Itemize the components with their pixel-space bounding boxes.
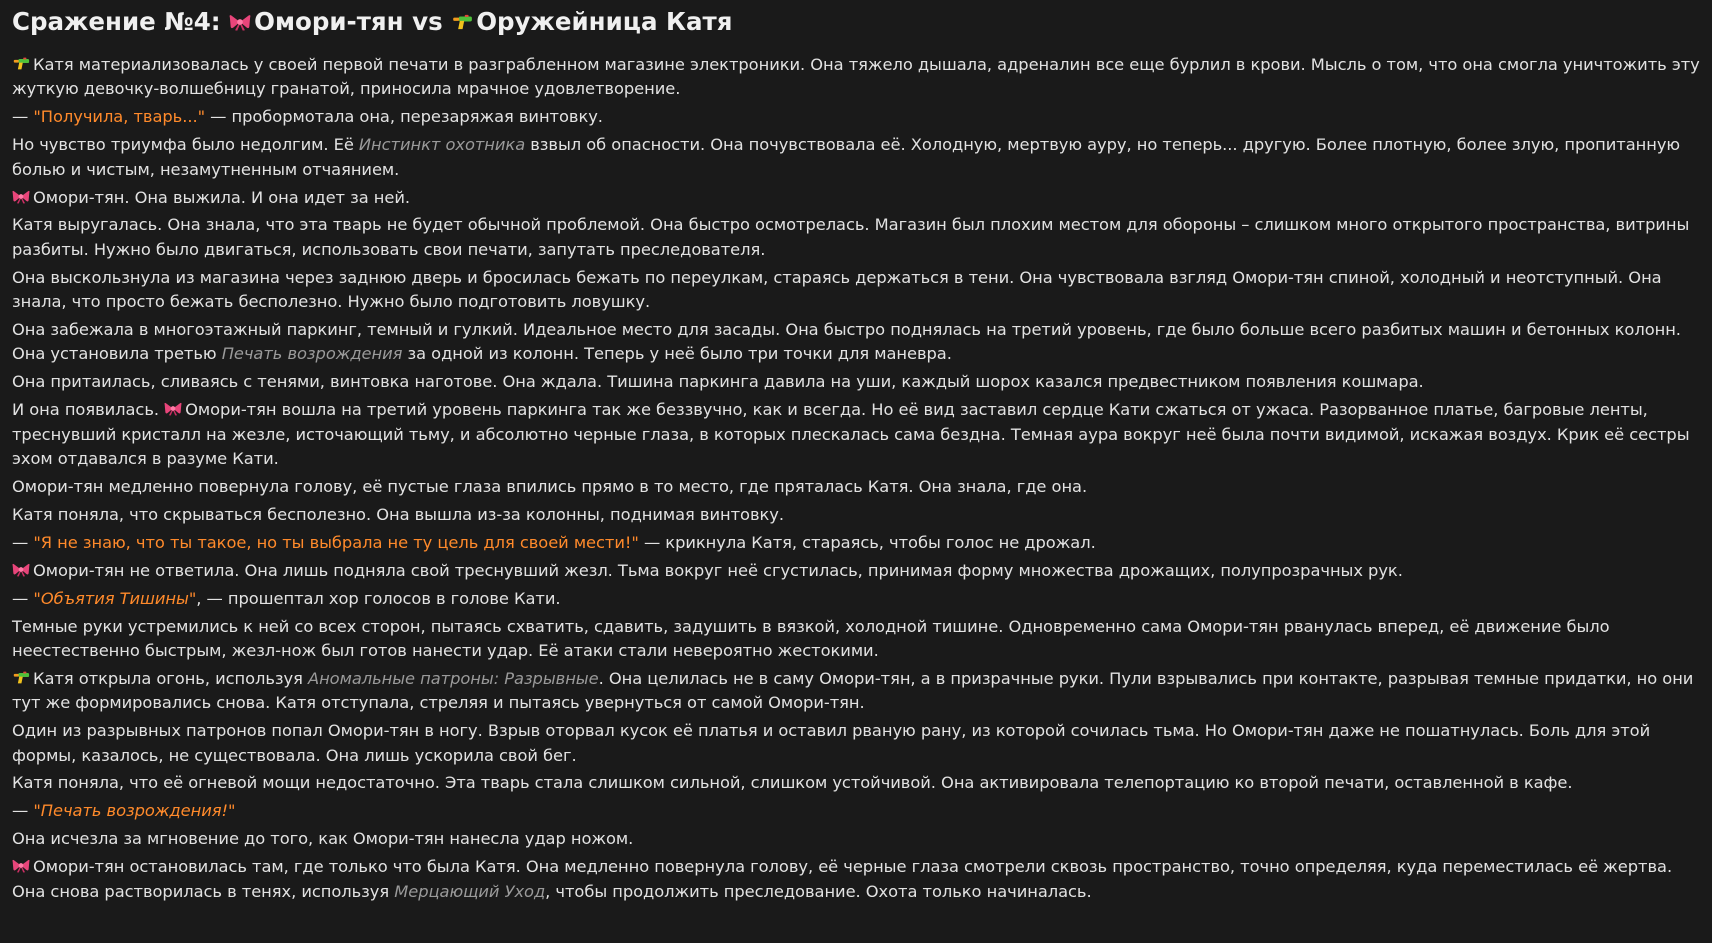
paragraph: Темные руки устремились к ней со всех сторон, пытаясь схватить, сдавить, задушить в вязкой, холодной тишине. Одновременно сама Омори-тян рванулась вперед, её движение было неестественно быстрым, жезл-нож был готов нанести удар. Её атаки стали невероятно жестокими. [12, 616, 1610, 660]
dialogue-quote: "Получила, тварь..." [33, 107, 206, 127]
paragraph: Катя выругалась. Она знала, что эта тварь не будет обычной проблемой. Она быстро осмотрелась. Магазин был плохим местом для обороны – слишком много открытого пространства, витрины разбиты. Нужно было двигаться, использовать свои печати, запутать преследователя. [12, 215, 1690, 259]
skill-name: Инстинкт охотника [358, 135, 526, 155]
skill-name: Печать возрождения [221, 344, 403, 364]
dash: — [12, 532, 34, 552]
paragraph-text: Но чувство триумфа было недолгим. Её [12, 135, 359, 155]
paragraph [12, 186, 1700, 210]
dialogue-quote: "Я не знаю, что ты такое, но ты выбрала не ту цель для своей мести!" [33, 532, 639, 552]
dialogue-quote: "Печать возрождения!" [33, 801, 236, 821]
title-omori-name: Омори-тян [254, 7, 404, 36]
skill-name: Аномальные патроны: Разрывные [308, 668, 599, 688]
skill-name: Мерцающий Уход [394, 881, 546, 901]
paragraph [12, 667, 1700, 716]
paragraph [12, 559, 1700, 583]
paragraph [12, 53, 1700, 102]
dash: — [12, 588, 34, 608]
title-vs: vs [403, 7, 452, 36]
paragraph-text: И она появилась. [12, 400, 165, 420]
paragraph-text: Катя открыла огонь, используя [33, 668, 308, 688]
paragraph: Она притаилась, сливаясь с тенями, винтовка наготове. Она ждала. Тишина паркинга давила на уши, каждый шорох казался предвестником появления кошмара. [12, 372, 1424, 392]
paragraph-text: Она забежала в многоэтажный паркинг, темный и гулкий. Идеальное место для засады. Она быстро поднялась на третий уровень, где было больше всего разбитых машин и бетонных колонн. Она установила третью [12, 320, 1681, 364]
paragraph [12, 105, 1700, 129]
paragraph [12, 398, 1700, 471]
paragraph-text: Омори-тян. Она выжила. И она идет за ней. [33, 187, 410, 207]
paragraph-text: Омори-тян остановилась там, где только что была Катя. Она медленно повернула голову, её черные глаза смотрели сквозь пространство, точно определяя, куда переместилась её жертва. Она снова растворилась в тенях, используя [12, 857, 1673, 901]
battle-title [12, 6, 1700, 38]
paragraph-text: — крикнула Катя, стараясь, чтобы голос не дрожал. [638, 532, 1096, 552]
paragraph [12, 855, 1700, 904]
paragraph-text: , — прошептал хор голосов в голове Кати. [196, 588, 561, 608]
quote-mark: " [188, 588, 197, 608]
paragraph [12, 799, 1700, 823]
title-prefix: Сражение №4: [12, 7, 230, 36]
paragraph [12, 531, 1700, 555]
title-katya-name: Оружейница Катя [476, 7, 733, 36]
paragraph: Омори-тян медленно повернула голову, её пустые глаза впились прямо в то место, где пряталась Катя. Она знала, где она. [12, 477, 1088, 496]
paragraph-text: . Она целилась не в саму Омори-тян, а в призрачные руки. Пули взрывались при контакте, разрывая темные придатки, но они тут же формировались снова. Катя отступала, стреляя и пытаясь увернуться от самой Омори-тян. [12, 668, 1694, 713]
pink-ribbon-icon [12, 562, 30, 577]
paragraph-text: — пробормотала она, перезаряжая винтовку. [205, 107, 603, 127]
pink-ribbon-icon [229, 13, 251, 31]
paragraph-text: Омори-тян вошла на третий уровень паркинга так же беззвучно, как и всегда. Но её вид заставил сердце Кати сжаться от ужаса. Разорванное платье, багровые ленты, треснувший кристалл на жезле, источающий тьму, и абсолютно черные глаза, в которых плескалась сама бездна. Темная аура вокруг неё была почти видимой, искажая воздух. Крик её сестры эхом отдавался в разуме Кати. [12, 400, 1690, 469]
paragraph-text: Катя материализовалась у своей первой печати в разграбленном магазине электроники. Она тяжело дышала, адреналин все еще бурлил в крови. Мысль о том, что она смогла уничтожить эту жуткую девочку-волшебницу гранатой, приносила мрачное удовлетворение. [12, 55, 1700, 99]
paragraph [12, 318, 1700, 367]
dash: — [12, 801, 34, 821]
pink-ribbon-icon [164, 401, 182, 416]
paragraph: Она выскользнула из магазина через заднюю дверь и бросилась бежать по переулкам, стараясь держаться в тени. Она чувствовала взгляд Омори-тян спиной, холодный и неотступный. Она знала, что просто бежать бесполезно. Нужно было подготовить ловушку. [12, 267, 1662, 312]
pink-ribbon-icon [12, 189, 30, 204]
water-gun-icon [451, 13, 473, 31]
pink-ribbon-icon [12, 858, 30, 873]
paragraph-text: за одной из колонн. Теперь у неё было три точки для маневра. [402, 344, 952, 364]
paragraph: Один из разрывных патронов попал Омори-тян в ногу. Взрыв оторвал кусок её платья и оставил рваную рану, из которой сочилась тьма. Но Омори-тян даже не пошатнулась. Боль для этой формы, казалось, не существовала. Она лишь ускорила свой бег. [12, 721, 1651, 765]
paragraph [12, 133, 1700, 182]
story-text [12, 53, 1700, 904]
skill-name: Объятия Тишины [40, 588, 189, 608]
paragraph: Катя поняла, что её огневой мощи недостаточно. Эта тварь стала слишком сильной, слишком устойчивой. Она активировала телепортацию ко второй печати, оставленной в кафе. [12, 773, 1573, 793]
dash: — [12, 107, 34, 127]
water-gun-icon [12, 670, 30, 685]
paragraph-text: Омори-тян не ответила. Она лишь подняла свой треснувший жезл. Тьма вокруг неё сгустилась, принимая форму множества дрожащих, полупрозрачных рук. [33, 560, 1403, 580]
paragraph [12, 587, 1700, 611]
paragraph: Она исчезла за мгновение до того, как Омори-тян нанесла удар ножом. [12, 829, 634, 849]
paragraph-text: , чтобы продолжить преследование. Охота только начиналась. [545, 881, 1092, 901]
paragraph-text: взвыл об опасности. Она почувствовала её. Холодную, мертвую ауру, но теперь... другую. Более плотную, более злую, пропитанную болью и чистым, незамутненным отчаянием. [12, 135, 1681, 179]
paragraph: Катя поняла, что скрываться бесполезно. Она вышла из-за колонны, поднимая винтовку. [12, 504, 784, 524]
water-gun-icon [12, 56, 30, 71]
quote-mark: " [33, 588, 41, 608]
